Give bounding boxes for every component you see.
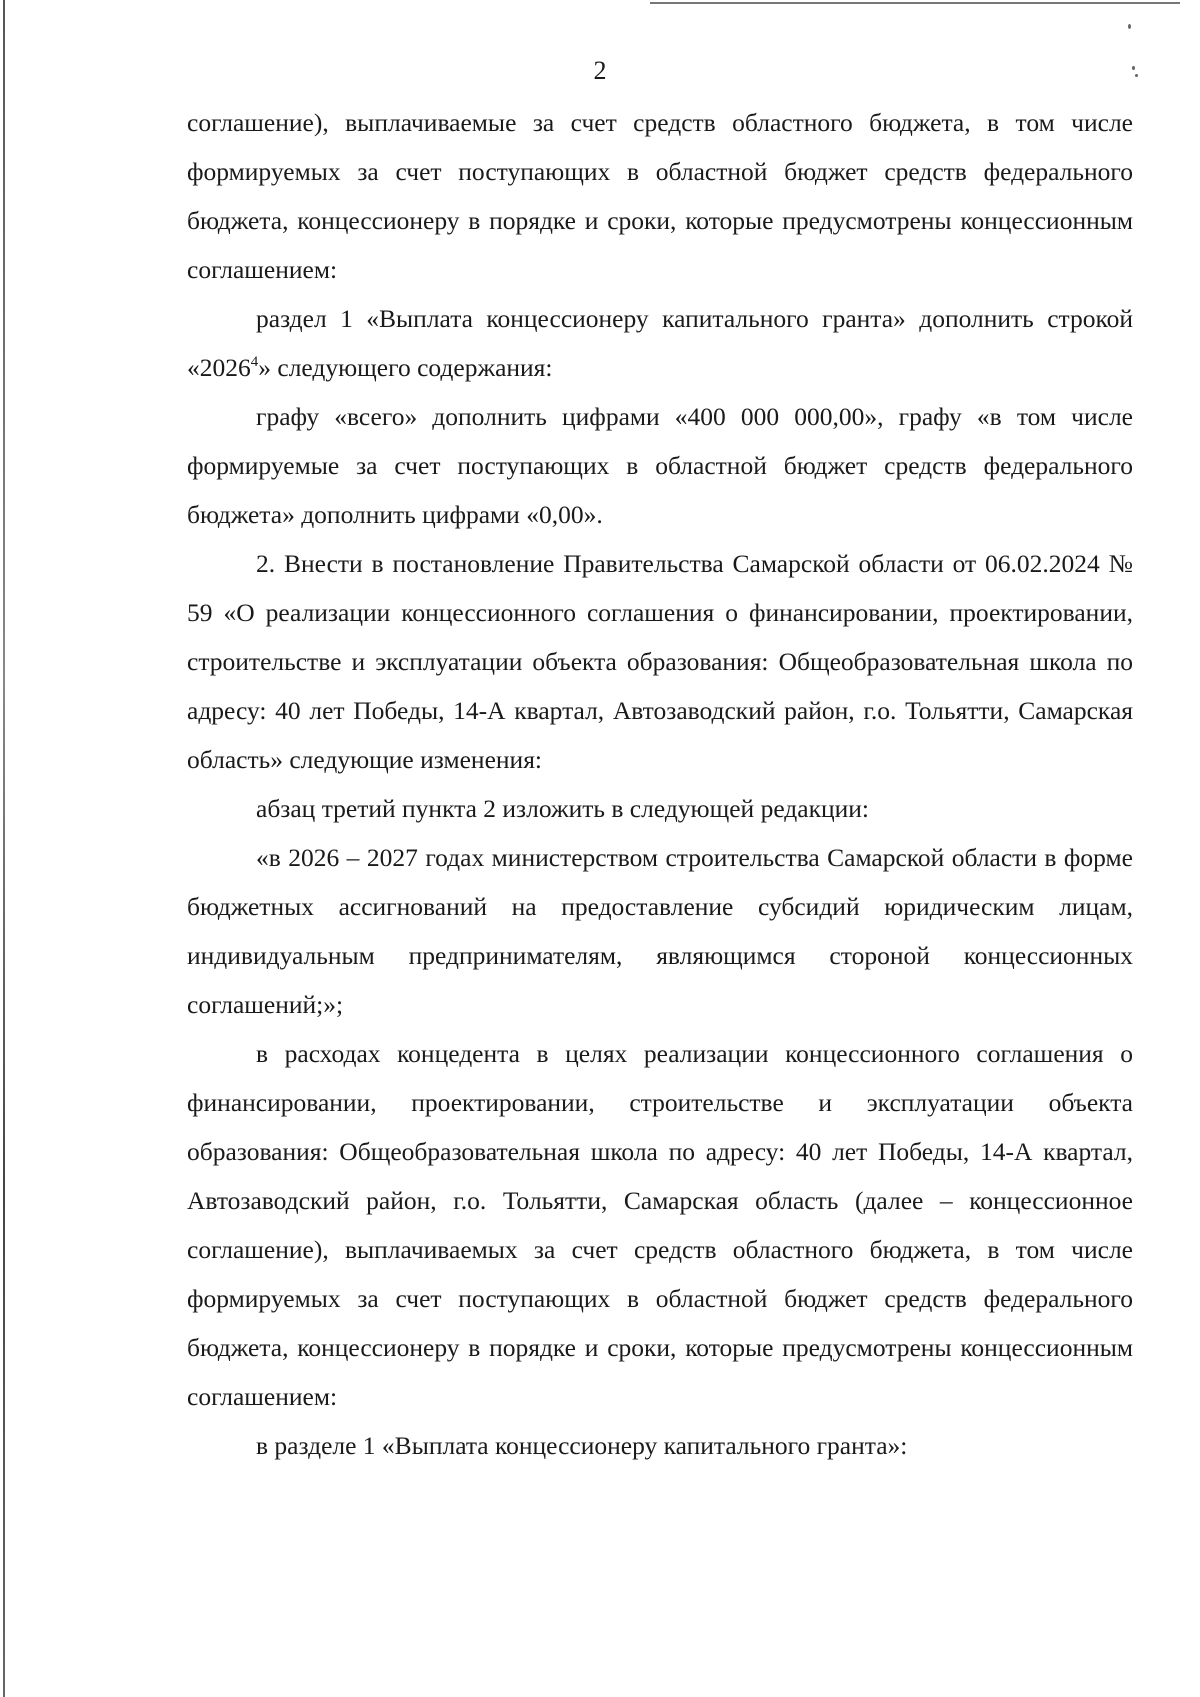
document-body — [187, 98, 1133, 1470]
paragraph: соглашение), выплачиваемые за счет средств областного бюджета, в том числе формируемых за счет поступающих в областной бюджет средств федерального бюджета, концессионеру в порядке и сроки, которые предусмотрены концессионным соглашением: — [187, 108, 1133, 284]
page-number: 2 — [593, 56, 607, 85]
paragraph: графу «всего» дополнить цифрами «400 000 000,00», графу «в том числе формируемые за счет поступающих в областной бюджет средств федерального бюджета» дополнить цифрами «0,00». — [187, 402, 1133, 529]
paragraph: в расходах концедента в целях реализации концессионного соглашения о финансировании, проектировании, строительстве и эксплуатации объекта образования: Общеобразовательная школа по адресу: 40 лет Победы, 14-А квартал, Автозаводский район, г.о. Тольятти, Самарская область (далее – концессионное соглашение), выплачиваемых за счет средств областного бюджета, в том числе формируемых за счет поступающих в областной бюджет средств федерального бюджета, концессионеру в порядке и сроки, которые предусмотрены концессионным соглашением: — [187, 1039, 1133, 1411]
footnote-superscript: 4 — [250, 354, 259, 370]
paragraph — [187, 294, 1133, 392]
paragraph: «в 2026 – 2027 годах министерством строительства Самарской области в форме бюджетных ассигнований на предоставление субсидий юридическим лицам, индивидуальным предпринимателям, являющимся стороной концессионных соглашений;»; — [187, 843, 1133, 1019]
scan-speck — [1128, 24, 1131, 29]
paragraph: в разделе 1 «Выплата концессионеру капитального гранта»: — [256, 1431, 908, 1460]
scan-top-edge — [650, 2, 1180, 4]
scan-left-edge — [3, 0, 5, 1697]
paragraph-text: раздел 1 «Выплата концессионеру капитального гранта» дополнить строкой «2026 — [187, 304, 1133, 382]
paragraph: абзац третий пункта 2 изложить в следующей редакции: — [256, 794, 870, 823]
paragraph: 2. Внести в постановление Правительства Самарской области от 06.02.2024 № 59 «О реализации концессионного соглашения о финансировании, проектировании, строительстве и эксплуатации объекта образования: Общеобразовательная школа по адресу: 40 лет Победы, 14-А квартал, Автозаводский район, г.о. Тольятти, Самарская область» следующие изменения: — [187, 549, 1133, 774]
paragraph-text: » следующего содержания: — [258, 353, 553, 382]
